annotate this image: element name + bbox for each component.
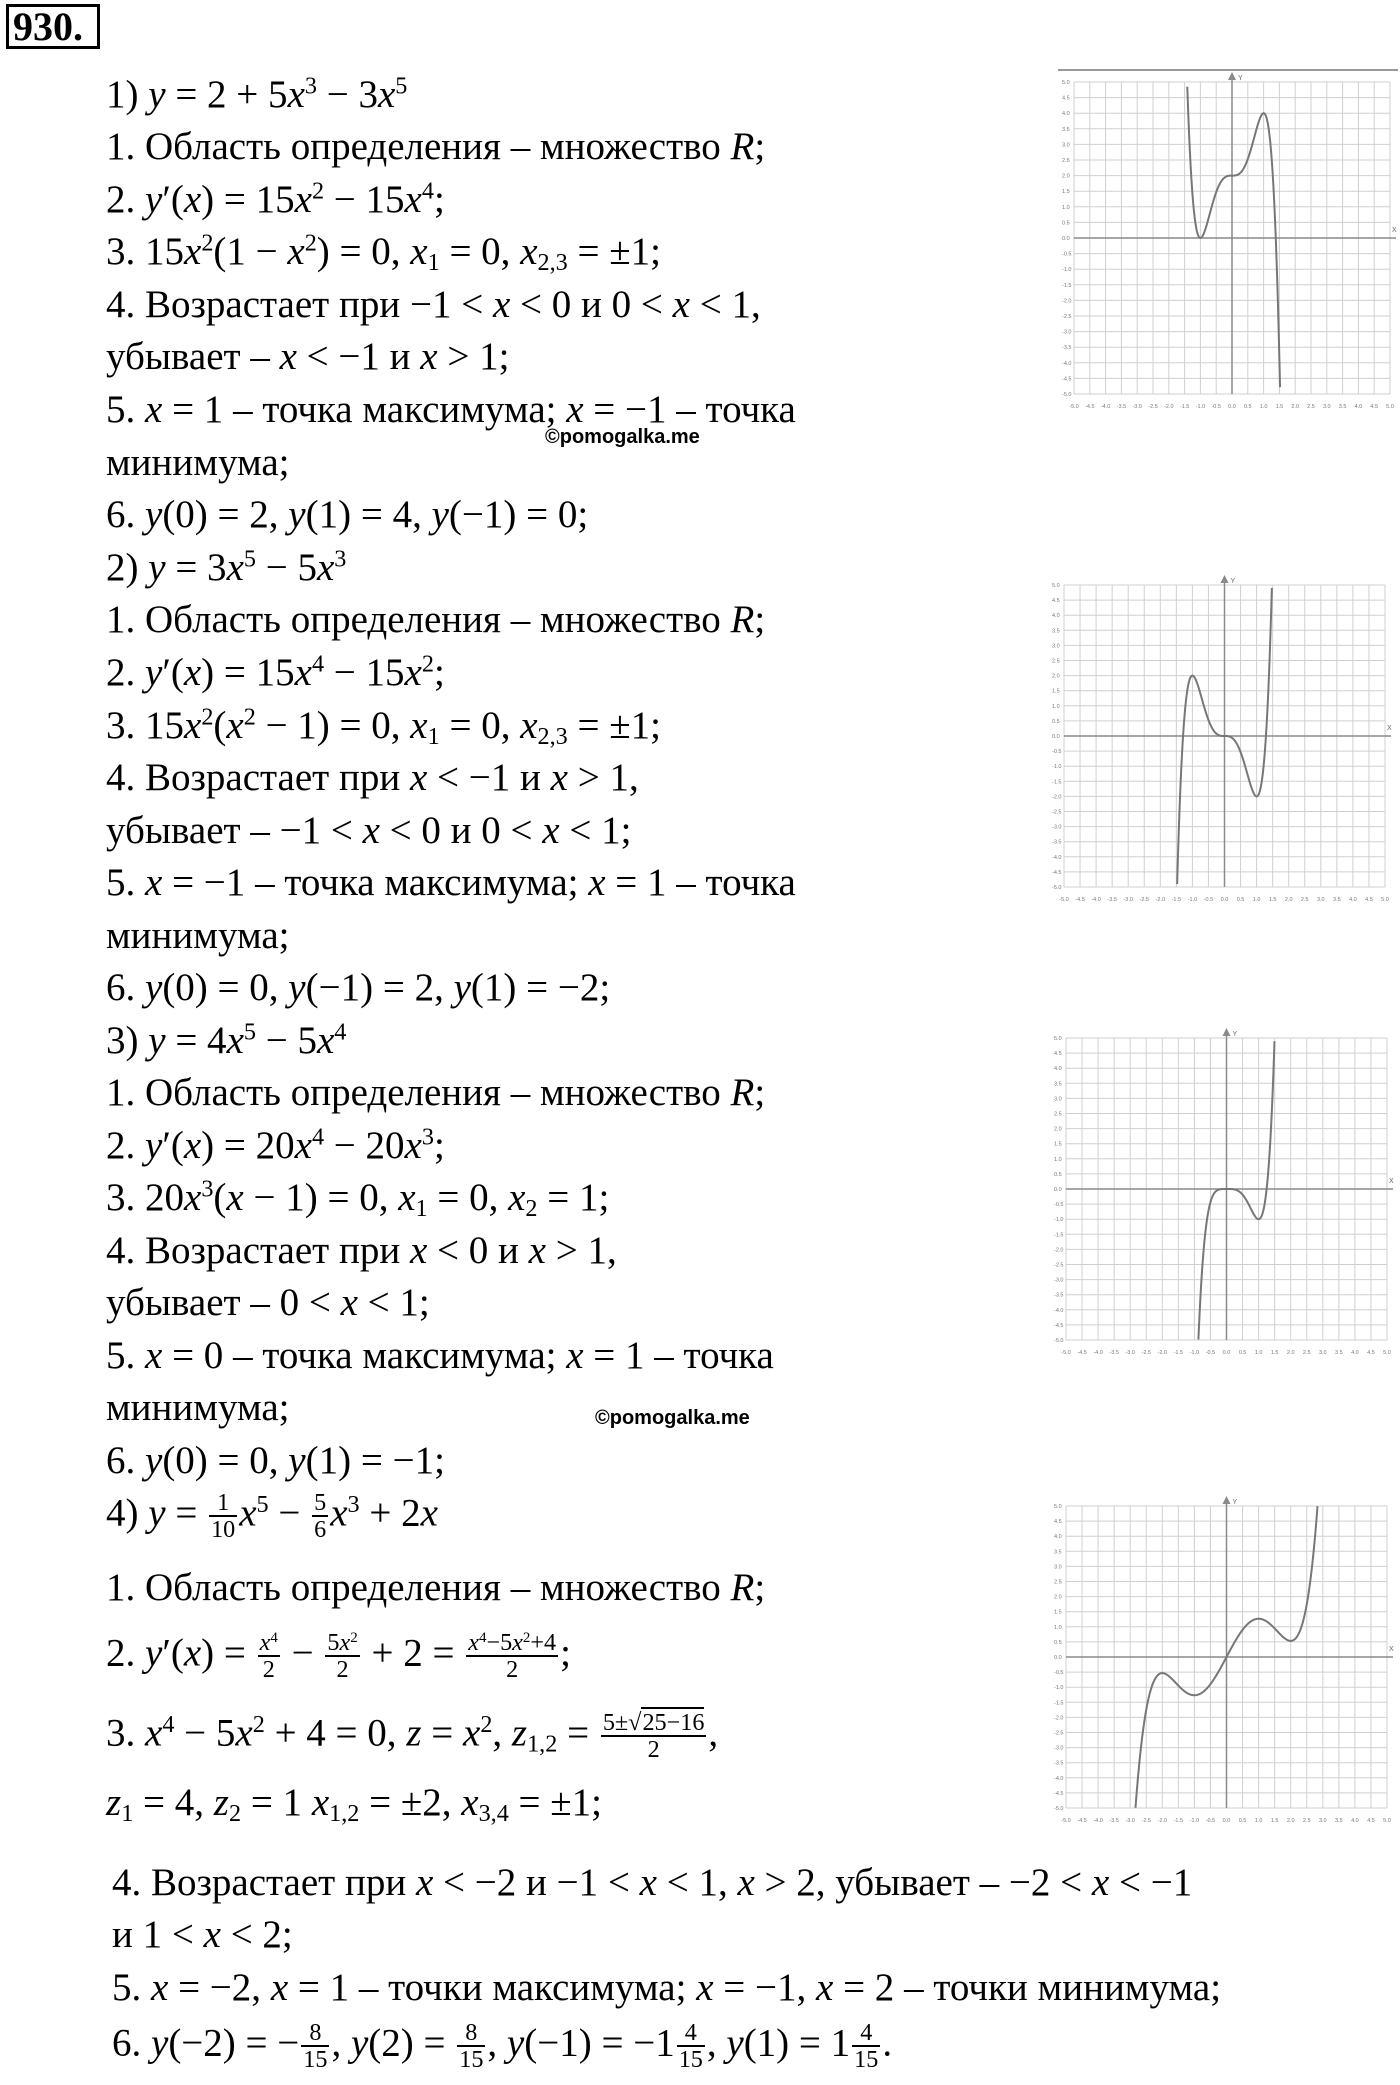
x-tick-label: 0.0 (1222, 1818, 1231, 1824)
y-tick-label: -2.5 (1062, 314, 1072, 320)
y-axis-arrow (1221, 575, 1229, 583)
p1-line2: 2. $y'(x) = 15x^2 - 15x^4$; (106, 177, 445, 221)
x-tick-label: -3.0 (1123, 897, 1133, 903)
x-tick-label: -3.5 (1109, 1350, 1119, 1356)
y-tick-label: 3.5 (1052, 628, 1060, 635)
y-tick-label: -5.0 (1054, 1806, 1064, 1812)
p1-line4: 4. Возрастает при −1 < x < 0 и 0 < x < 1, (106, 283, 761, 326)
graph-3 (1052, 1028, 1397, 1358)
p3-line2: 2. $y'(x) = 20x^4 - 20x^3$; (106, 1123, 445, 1167)
y-tick-label: -0.5 (1062, 251, 1072, 258)
x-tick-label: 0.5 (1243, 404, 1252, 410)
x-tick-label: 1.5 (1270, 1350, 1279, 1356)
graph-4 (1052, 1496, 1397, 1826)
y-tick-label: -1.0 (1054, 1217, 1064, 1224)
y-tick-label: 4.5 (1054, 1519, 1062, 1526)
y-tick-label: -3.0 (1054, 1745, 1064, 1752)
y-tick-label: 0.5 (1054, 1639, 1062, 1646)
x-tick-label: -4.0 (1100, 404, 1111, 410)
function-curve (1187, 87, 1280, 388)
x-tick-label: 4.5 (1367, 1818, 1375, 1824)
y-axis-arrow (1223, 1028, 1231, 1036)
y-tick-label: 2.5 (1054, 1579, 1062, 1586)
x-tick-label: -2.0 (1157, 1818, 1168, 1824)
p2-line3: 3. $15x^2(x^2 - 1) = 0$, $x_1 = 0$, $x_{2,3} = \pm 1$; (106, 703, 661, 751)
x-tick-label: -1.5 (1173, 1818, 1184, 1824)
x-tick-label: 4.0 (1349, 897, 1357, 903)
x-tick-label: 2.5 (1302, 1350, 1311, 1356)
graph-1 (1060, 72, 1400, 412)
y-tick-label: -2.0 (1062, 298, 1072, 305)
y-tick-label: 1.0 (1054, 1156, 1062, 1163)
y-tick-label: -0.5 (1054, 1670, 1064, 1677)
y-tick-label: 0.0 (1054, 1187, 1062, 1193)
p2-line4b: убывает – −1 < x < 0 и 0 < x < 1; (106, 809, 632, 852)
y-tick-label: -1.0 (1062, 267, 1072, 274)
x-tick-label: 4.0 (1351, 1350, 1359, 1356)
x-tick-label: -5.0 (1061, 1818, 1071, 1824)
y-tick-label: 5.0 (1062, 80, 1070, 86)
y-tick-label: 1.5 (1054, 1141, 1062, 1148)
p2-line4: 4. Возрастает при x < −1 и x > 1, (106, 756, 639, 799)
x-tick-label: 5.0 (1383, 1818, 1391, 1824)
p1-line5b: минимума; (106, 441, 290, 484)
x-tick-label: -5.0 (1069, 404, 1079, 410)
y-tick-label: 3.5 (1054, 1549, 1062, 1556)
y-tick-label: 3.5 (1054, 1081, 1062, 1088)
y-tick-label: 2.5 (1062, 158, 1070, 164)
y-tick-label: 2.5 (1052, 658, 1060, 665)
p4-line4b: и 1 < x < 2; (112, 1913, 293, 1956)
x-tick-label: -3.0 (1125, 1818, 1135, 1824)
x-tick-label: -4.5 (1077, 1818, 1087, 1824)
y-tick-label: 4.5 (1054, 1051, 1062, 1058)
y-axis-arrow (1223, 1496, 1231, 1504)
y-tick-label: 3.5 (1062, 126, 1070, 133)
x-tick-label: -3.5 (1107, 897, 1117, 903)
y-tick-label: 4.0 (1062, 111, 1070, 118)
watermark: ©pomogalka.me (595, 1407, 750, 1429)
x-tick-label: -4.5 (1077, 1350, 1087, 1356)
x-tick-label: 0.0 (1228, 404, 1236, 410)
p1-line4b: убывает – x < −1 и x > 1; (106, 335, 510, 378)
x-tick-label: -0.5 (1203, 897, 1214, 903)
x-axis-label: X (1387, 725, 1392, 732)
y-tick-label: 3.0 (1054, 1564, 1062, 1571)
y-tick-label: -5.0 (1054, 1338, 1064, 1344)
x-tick-label: -5.0 (1061, 1350, 1071, 1356)
x-tick-label: 2.0 (1286, 1818, 1295, 1824)
y-tick-label: -2.0 (1052, 794, 1062, 801)
graph-2-svg (1050, 575, 1395, 905)
y-tick-label: -4.5 (1052, 869, 1062, 876)
p3-line6: 6. y(0) = 0, y(1) = −1; (106, 1439, 445, 1482)
x-tick-label: 0.5 (1238, 1350, 1247, 1356)
p4-line5: 5. x = −2, x = 1 – точки максимума; x = −1, x = 2 – точки минимума; (112, 1966, 1222, 2009)
y-tick-label: 3.0 (1054, 1096, 1062, 1103)
x-tick-label: 5.0 (1386, 404, 1394, 410)
x-tick-label: 3.0 (1322, 404, 1331, 410)
y-tick-label: 0.5 (1054, 1171, 1062, 1178)
x-tick-label: 4.5 (1370, 404, 1379, 410)
p2-header: 2) $y = 3x^5 - 5x^3$ (106, 545, 347, 589)
x-tick-label: 3.5 (1338, 404, 1347, 410)
x-tick-label: 4.5 (1367, 1350, 1375, 1356)
graph-3-svg (1052, 1028, 1397, 1358)
y-tick-label: 1.0 (1054, 1624, 1062, 1631)
y-tick-label: 2.0 (1054, 1594, 1062, 1601)
x-tick-label: -1.5 (1173, 1350, 1184, 1356)
y-tick-label: 0.5 (1062, 220, 1070, 227)
x-tick-label: 2.5 (1307, 404, 1315, 410)
y-tick-label: -3.5 (1054, 1760, 1064, 1767)
x-tick-label: -1.0 (1189, 1350, 1200, 1356)
y-axis-label: Y (1238, 75, 1243, 82)
x-tick-label: 1.0 (1254, 1818, 1263, 1824)
y-tick-label: -4.0 (1062, 360, 1072, 367)
x-tick-label: 1.5 (1275, 404, 1284, 410)
x-tick-label: 3.5 (1335, 1350, 1343, 1356)
y-tick-label: -5.0 (1062, 392, 1072, 398)
x-tick-label: -1.5 (1179, 404, 1190, 410)
graph-4-svg (1052, 1496, 1397, 1826)
y-tick-label: 2.0 (1052, 673, 1060, 680)
problem-number: 930. (6, 4, 100, 49)
x-tick-label: -2.5 (1148, 404, 1158, 410)
p4-header: 4) y = $\frac{1}{10}$ $x^5$ − $\frac{5}{6}$ $x^3 + 2x$ (106, 1489, 438, 1544)
top-divider (1058, 69, 1398, 71)
p4-line1: 1. Область определения – множество R; (106, 1566, 766, 1609)
x-tick-label: 0.0 (1222, 1350, 1231, 1356)
y-tick-label: 4.0 (1054, 1066, 1062, 1073)
y-tick-label: -5.0 (1052, 885, 1062, 891)
y-tick-label: 2.0 (1062, 173, 1070, 180)
y-tick-label: -2.5 (1052, 809, 1062, 816)
x-tick-label: 2.5 (1302, 1818, 1311, 1824)
x-tick-label: -4.5 (1075, 897, 1085, 903)
y-tick-label: -3.5 (1062, 345, 1072, 352)
x-tick-label: 0.5 (1238, 1818, 1247, 1824)
x-tick-label: -4.0 (1093, 1350, 1103, 1356)
y-tick-label: -2.0 (1054, 1247, 1064, 1254)
y-tick-label: 4.0 (1054, 1534, 1062, 1541)
graph-1-svg (1060, 72, 1400, 412)
y-tick-label: 2.0 (1054, 1126, 1062, 1133)
y-tick-label: -4.0 (1052, 854, 1062, 861)
x-tick-label: 1.5 (1270, 1818, 1279, 1824)
y-tick-label: -4.0 (1054, 1775, 1064, 1782)
x-tick-label: 2.0 (1284, 897, 1293, 903)
p4-line3b: $z_1 = 4$, $z_2 = 1$ $x_{1,2} = \pm 2$, $x_{3,4} = \pm 1$; (106, 1781, 603, 1828)
x-tick-label: -2.5 (1139, 897, 1149, 903)
y-tick-label: 1.5 (1052, 688, 1060, 695)
x-tick-label: 1.0 (1259, 404, 1268, 410)
y-tick-label: -1.5 (1052, 779, 1062, 786)
x-tick-label: -3.5 (1109, 1818, 1119, 1824)
y-axis-label: Y (1232, 1499, 1238, 1506)
y-tick-label: -2.5 (1054, 1730, 1064, 1737)
y-tick-label: 0.0 (1054, 1655, 1062, 1661)
y-tick-label: -3.0 (1062, 329, 1072, 336)
x-tick-label: -1.0 (1187, 897, 1198, 903)
y-axis-arrow (1228, 72, 1236, 80)
y-tick-label: 4.5 (1052, 598, 1060, 605)
watermark: ©pomogalka.me (545, 426, 700, 448)
y-tick-label: 3.0 (1052, 643, 1060, 650)
p4-line2: 2. y′(x) = $\frac{x^4}{2}$ − $\frac{5x^2}{2}$ + 2 = $\frac{x^4-5x^2+4}{2}$ ; (106, 1629, 571, 1684)
y-tick-label: 5.0 (1052, 583, 1060, 589)
x-tick-label: 1.0 (1254, 1350, 1263, 1356)
x-tick-label: -3.0 (1132, 404, 1142, 410)
x-tick-label: 3.0 (1316, 897, 1325, 903)
p2-line1: 1. Область определения – множество R; (106, 598, 766, 641)
y-tick-label: -1.5 (1062, 282, 1072, 289)
p4-line3: 3. $x^4 - 5x^2 + 4 = 0$, $z = x^2$, $z_{1,2}$ = $\frac{5\pm√25-16}{2}$ , (106, 1709, 719, 1764)
y-tick-label: -1.0 (1052, 764, 1062, 771)
p4-line6: 6. y(−2) = − $\frac{8}{15}$ , y(2) = $\frac{8}{15}$ , y(−1) = −1 $\frac{4}{15}$ , y(1) = 1 $\frac{4}{15}$ . (112, 2019, 893, 2074)
p3-line5: 5. x = 0 – точка максимума; x = 1 – точка (106, 1334, 774, 1377)
p1-line5: 5. x = 1 – точка максимума; x = −1 – точка (106, 388, 796, 431)
p2-line5: 5. x = −1 – точка максимума; x = 1 – точка (106, 861, 796, 904)
p3-line1: 1. Область определения – множество R; (106, 1071, 766, 1114)
x-tick-label: 2.0 (1291, 404, 1300, 410)
y-tick-label: 4.0 (1052, 613, 1060, 620)
x-tick-label: -5.0 (1059, 897, 1069, 903)
x-tick-label: 5.0 (1381, 897, 1389, 903)
y-tick-label: -2.0 (1054, 1715, 1064, 1722)
x-axis-label: X (1389, 1646, 1394, 1653)
x-tick-label: 0.5 (1236, 897, 1245, 903)
x-tick-label: 3.5 (1333, 897, 1341, 903)
x-tick-label: -1.5 (1171, 897, 1182, 903)
y-tick-label: 4.5 (1062, 95, 1070, 102)
y-tick-label: -4.0 (1054, 1307, 1064, 1314)
x-tick-label: -3.0 (1125, 1350, 1135, 1356)
graph-2 (1050, 575, 1395, 905)
x-tick-label: -4.5 (1085, 404, 1095, 410)
y-axis-label: Y (1230, 578, 1236, 585)
x-tick-label: 0.0 (1220, 897, 1229, 903)
p4-line4: 4. Возрастает при x < −2 и −1 < x < 1, x > 2, убывает – −2 < x < −1 (112, 1861, 1193, 1904)
y-tick-label: 2.5 (1054, 1111, 1062, 1118)
y-tick-label: 1.5 (1054, 1609, 1062, 1616)
y-tick-label: 1.0 (1062, 204, 1070, 211)
y-tick-label: 0.0 (1062, 236, 1070, 242)
y-tick-label: -1.5 (1054, 1700, 1064, 1707)
x-tick-label: 4.0 (1354, 404, 1363, 410)
y-tick-label: -3.0 (1052, 824, 1062, 831)
y-tick-label: -4.5 (1054, 1322, 1064, 1329)
y-tick-label: 5.0 (1054, 1504, 1062, 1510)
p1-line6: 6. y(0) = 2, y(1) = 4, y(−1) = 0; (106, 493, 589, 536)
x-tick-label: 3.5 (1335, 1818, 1343, 1824)
x-tick-label: -0.5 (1205, 1350, 1216, 1356)
x-axis-label: X (1392, 227, 1397, 234)
x-tick-label: 4.5 (1365, 897, 1373, 903)
x-tick-label: -2.0 (1164, 404, 1174, 410)
x-tick-label: -3.5 (1116, 404, 1127, 410)
x-tick-label: 3.0 (1318, 1350, 1327, 1356)
p3-line5b: минимума; (106, 1386, 290, 1429)
p2-line5b: минимума; (106, 914, 290, 957)
x-tick-label: 4.0 (1351, 1818, 1359, 1824)
x-tick-label: -0.5 (1205, 1818, 1216, 1824)
p3-line4b: убывает – 0 < x < 1; (106, 1281, 430, 1324)
p2-line2: 2. $y'(x) = 15x^4 - 15x^2$; (106, 650, 445, 694)
x-tick-label: -2.5 (1141, 1818, 1151, 1824)
x-tick-label: 3.0 (1318, 1818, 1327, 1824)
y-tick-label: -1.0 (1054, 1685, 1064, 1692)
p1-line3: 3. $15x^2(1 - x^2) = 0$, $x_1 = 0$, $x_{2,3} = \pm 1$; (106, 229, 661, 277)
y-axis-label: Y (1232, 1031, 1238, 1038)
y-tick-label: -0.5 (1052, 749, 1062, 756)
x-tick-label: -4.0 (1091, 897, 1101, 903)
x-tick-label: -2.0 (1157, 1350, 1168, 1356)
y-tick-label: -1.5 (1054, 1232, 1064, 1239)
y-tick-label: 0.5 (1052, 718, 1060, 725)
x-axis-label: X (1389, 1178, 1394, 1185)
p1-line1: 1. Область определения – множество R; (106, 125, 766, 168)
p1-header: 1) $y = 2 + 5x^3 - 3x^5$ (106, 72, 408, 116)
x-tick-label: 5.0 (1383, 1350, 1391, 1356)
y-tick-label: 1.0 (1052, 703, 1060, 710)
x-tick-label: 2.5 (1300, 897, 1309, 903)
y-tick-label: 1.5 (1062, 189, 1070, 196)
x-tick-label: 2.0 (1286, 1350, 1295, 1356)
y-tick-label: -3.5 (1054, 1292, 1064, 1299)
y-tick-label: -4.5 (1062, 376, 1072, 383)
y-tick-label: 0.0 (1052, 734, 1060, 740)
y-tick-label: -3.5 (1052, 839, 1062, 846)
x-tick-label: -0.5 (1211, 404, 1221, 410)
x-tick-label: -2.0 (1155, 897, 1166, 903)
x-tick-label: -4.0 (1093, 1818, 1103, 1824)
y-tick-label: -3.0 (1054, 1277, 1064, 1284)
y-tick-label: -0.5 (1054, 1202, 1064, 1209)
y-tick-label: -4.5 (1054, 1790, 1064, 1797)
p2-line6: 6. y(0) = 0, y(−1) = 2, y(1) = −2; (106, 966, 611, 1009)
x-tick-label: -2.5 (1141, 1350, 1151, 1356)
y-tick-label: 5.0 (1054, 1036, 1062, 1042)
x-tick-label: -1.0 (1195, 404, 1206, 410)
x-tick-label: 1.5 (1268, 897, 1277, 903)
p3-header: 3) $y = 4x^5 - 5x^4$ (106, 1018, 347, 1062)
x-tick-label: 1.0 (1252, 897, 1261, 903)
p3-line3: 3. $20x^3(x - 1) = 0$, $x_1 = 0$, $x_2 = 1$; (106, 1175, 610, 1223)
p3-line4: 4. Возрастает при x < 0 и x > 1, (106, 1229, 617, 1272)
y-tick-label: 3.0 (1062, 142, 1070, 149)
x-tick-label: -1.0 (1189, 1818, 1200, 1824)
y-tick-label: -2.5 (1054, 1262, 1064, 1269)
